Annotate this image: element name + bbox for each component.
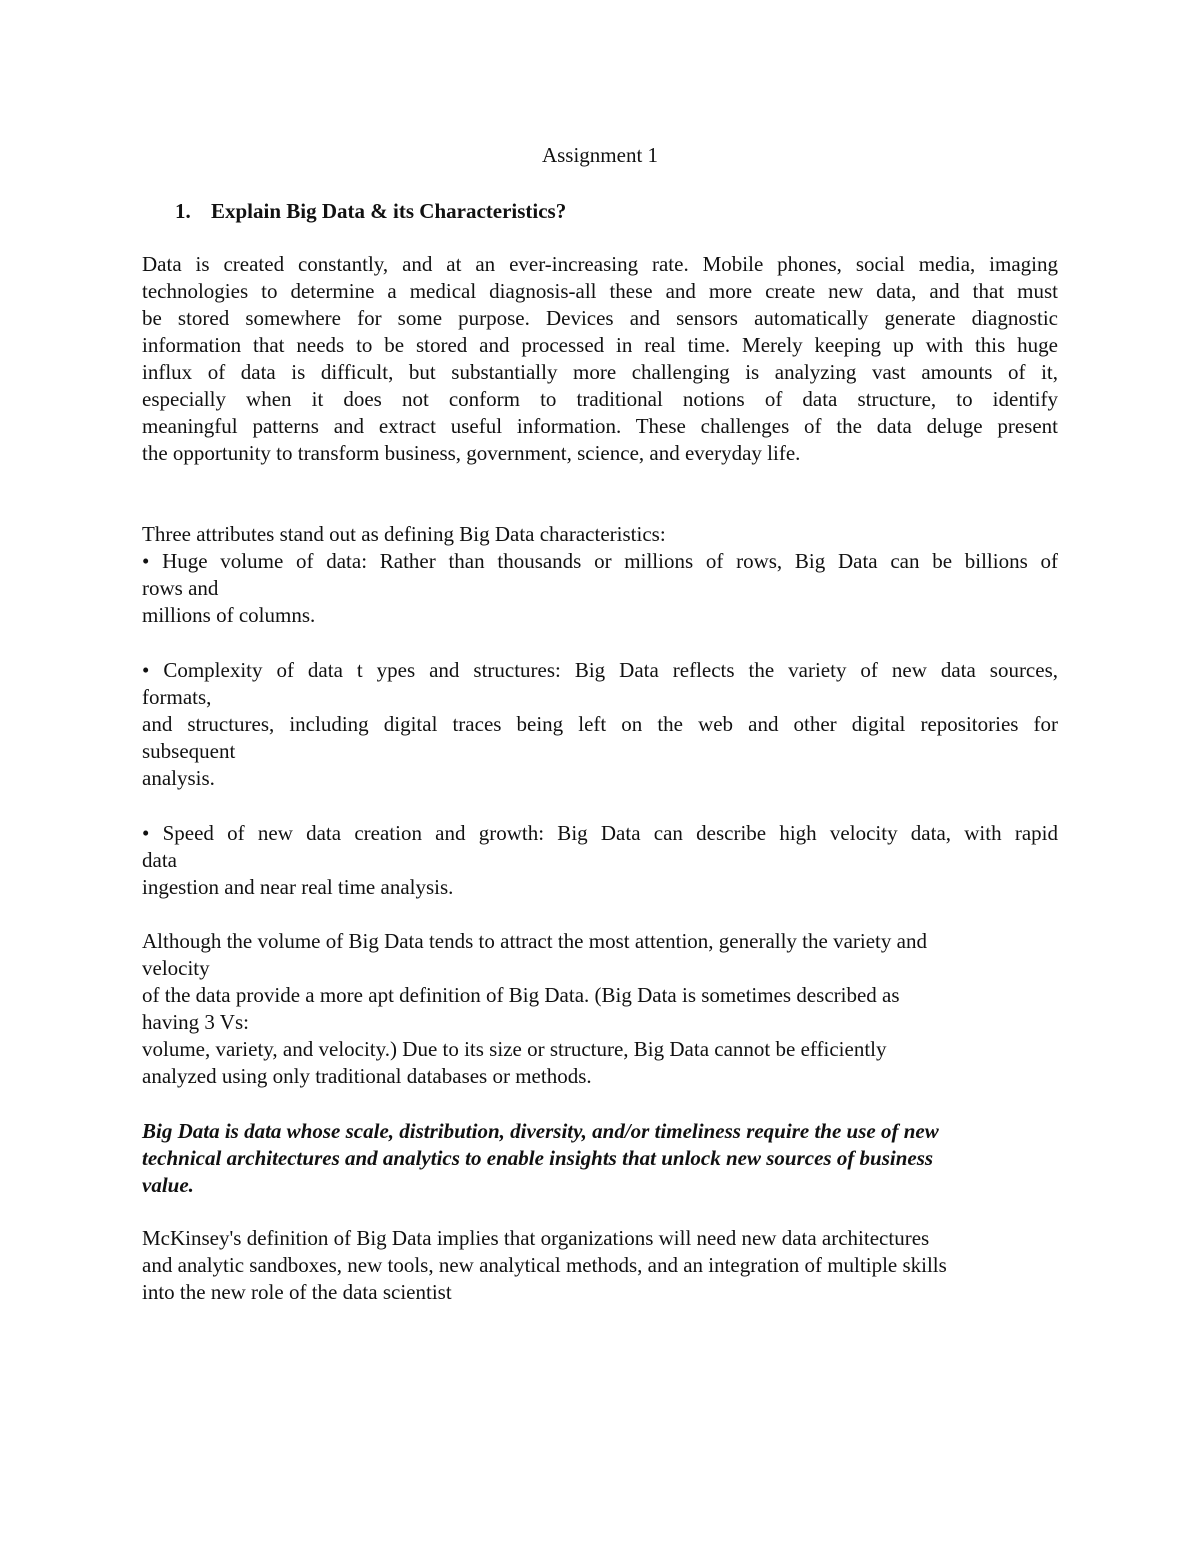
volume-paragraph	[142, 928, 1058, 1090]
speed-paragraph	[142, 820, 1058, 901]
definition-line: Big Data is data whose scale, distribution, diversity, and/or timeliness require the use of new	[142, 1119, 939, 1143]
question-text: Explain Big Data & its Characteristics?	[211, 199, 567, 223]
speed-line: ingestion and near real time analysis.	[142, 875, 454, 899]
intro-line: the opportunity to transform business, government, science, and everyday life.	[142, 441, 801, 465]
definition-line: value.	[142, 1173, 194, 1197]
definition-line: technical architectures and analytics to enable insights that unlock new sources of business	[142, 1146, 934, 1170]
complexity-line: and structures, including digital traces being left on the web and other digital repositories for	[142, 712, 1058, 736]
complexity-paragraph	[142, 657, 1058, 792]
intro-line: Data is created constantly, and at an ever-increasing rate. Mobile phones, social media, imaging	[142, 252, 1058, 276]
intro-line: be stored somewhere for some purpose. Devices and sensors automatically generate diagnostic	[142, 306, 1058, 330]
intro-line: influx of data is difficult, but substantially more challenging is analyzing vast amounts of it,	[142, 360, 1058, 384]
volume-line: velocity	[142, 956, 210, 980]
attributes-line: millions of columns.	[142, 603, 316, 627]
mckinsey-line: into the new role of the data scientist	[142, 1280, 452, 1304]
complexity-line: subsequent	[142, 739, 236, 763]
attributes-paragraph	[142, 521, 1058, 629]
volume-line: having 3 Vs:	[142, 1010, 249, 1034]
mckinsey-line: and analytic sandboxes, new tools, new analytical methods, and an integration of multiple skills	[142, 1253, 947, 1277]
intro-line: information that needs to be stored and processed in real time. Merely keeping up with this huge	[142, 333, 1058, 357]
volume-line: of the data provide a more apt definition of Big Data. (Big Data is sometimes described as	[142, 983, 900, 1007]
document-title: Assignment 1	[541, 143, 659, 167]
volume-line: Although the volume of Big Data tends to attract the most attention, generally the variety and	[142, 929, 927, 953]
mckinsey-line: McKinsey's definition of Big Data implies that organizations will need new data architectures	[142, 1226, 930, 1250]
complexity-line: • Complexity of data t ypes and structures: Big Data reflects the variety of new data sources,	[142, 658, 1058, 682]
attributes-line: Three attributes stand out as defining Big Data characteristics:	[142, 522, 666, 546]
speed-line: • Speed of new data creation and growth: Big Data can describe high velocity data, with rapid	[142, 821, 1058, 845]
attributes-line: • Huge volume of data: Rather than thousands or millions of rows, Big Data can be billions of	[142, 549, 1058, 573]
complexity-line: analysis.	[142, 766, 215, 790]
complexity-line: formats,	[142, 685, 212, 709]
intro-line: especially when it does not conform to traditional notions of data structure, to identify	[142, 387, 1058, 411]
volume-line: volume, variety, and velocity.) Due to its size or structure, Big Data cannot be efficiently	[142, 1037, 887, 1061]
speed-line: data	[142, 848, 177, 872]
attributes-line: rows and	[142, 576, 219, 600]
intro-line: meaningful patterns and extract useful information. These challenges of the data deluge present	[142, 414, 1058, 438]
definition-paragraph	[142, 1118, 1058, 1199]
question-number: 1.	[175, 199, 191, 223]
intro-line: technologies to determine a medical diagnosis-all these and more create new data, and that must	[142, 279, 1058, 303]
intro-paragraph	[142, 251, 1058, 467]
mckinsey-paragraph	[142, 1225, 1058, 1306]
volume-line: analyzed using only traditional databases or methods.	[142, 1064, 592, 1088]
